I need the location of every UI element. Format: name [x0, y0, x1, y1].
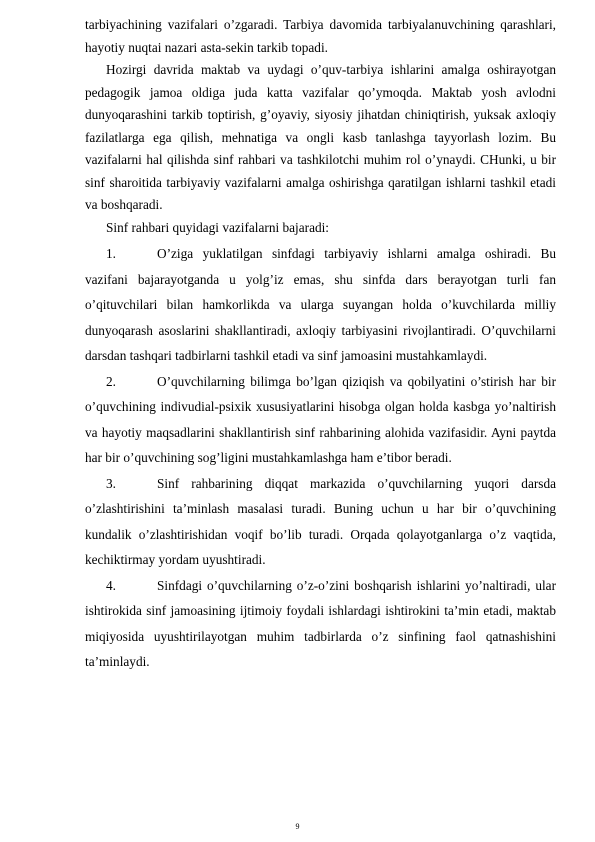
list-item — [85, 369, 556, 471]
list-item — [85, 573, 556, 675]
paragraph: Sinf rahbari quyidagi vazifalarni bajaradi: — [106, 219, 330, 235]
list-item-text: Sinfdagi o’quvchilarning o’z-o’zini boshqarish ishlarini yo’naltiradi, ular ishtirokida sinf jamoasining ijtimoiy foydali ishlardagi ishtirokini ta’min etadi, maktab miqiyosida uyushtirilayotgan muhim tadbirlarda o’z sinfining faol qatnashishini ta’minlaydi. — [85, 577, 556, 669]
document-page — [85, 14, 556, 675]
list-item-number: 2. — [106, 373, 116, 389]
list-item — [85, 241, 556, 369]
page-number: 9 — [295, 822, 300, 831]
list-item-text: O’quvchilarning bilimga bo’lgan qiziqish va qobilyatini o’stirish har bir o’quvchining indivudial-psixik xususiyatlarini hisobga olgan holda kasbga yo’naltirish va hayotiy maqsadlarini shakllantirish sinf rahbarining alohida vazifasidir. Ayni paytda har bir o’quvchining sog’ligini mustahkamlashga ham e’tibor beradi. — [85, 373, 556, 465]
paragraph: Hozirgi davrida maktab va uydagi o’quv-tarbiya ishlarini amalga oshirayotgan pedagogik jamoa oldiga juda katta vazifalar qo’ymoqda. Maktab yosh avlodni dunyoqarashini tarkib toptirish, g’oyaviy, siyosiy jihatdan chiniqtirish, yuksak axloqiy fazilatlarga ega qilish, mehnatiga va ongli kasb tanlashga tayyorlash lozim. Bu vazifalarni hal qilishda sinf rahbari va tashkilotchi muhim rol o’ynaydi. CHunki, u bir sinf sharoitida tarbiyaviy vazifalarni amalga oshirishga qaratilgan ishlarni tashkil etadi va boshqaradi. — [85, 62, 556, 212]
list-item-text: Sinf rahbarining diqqat markazida o’quvchilarning yuqori darsda o’zlashtirishini ta’minlash masalasi turadi. Buning uchun u har bir o’quvchining kundalik o’zlashtirishidan voqif bo’lib turadi. Orqada qolayotganlarga o’z vaqtida, kechiktirmay yordam uyushtiradi. — [85, 475, 556, 567]
numbered-list — [85, 241, 556, 675]
list-item-number: 3. — [106, 475, 116, 491]
list-item-number: 4. — [106, 577, 116, 593]
paragraph: tarbiyachining vazifalari o’zgaradi. Tarbiya davomida tarbiyalanuvchining qarashlari, hayotiy nuqtai nazari asta-sekin tarkib topadi. — [85, 17, 556, 55]
list-item-number: 1. — [106, 246, 116, 261]
list-item-text: O’ziga yuklatilgan sinfdagi tarbiyaviy ishlarni amalga oshiradi. Bu vazifani bajarayotganda u yolg’iz emas, shu sinfda dars berayotgan turli fan o’qituvchilari bilan hamkorlikda va ularga suyangan holda o’kuvchilarda milliy dunyoqarash asoslarini shakllantiradi, axloqiy tarbiyasini rivojlantiradi. O’quvchilarni darsdan tashqari tadbirlarni tashkil etadi va sinf jamoasini mustahkamlaydi. — [85, 246, 556, 363]
list-item — [85, 471, 556, 573]
